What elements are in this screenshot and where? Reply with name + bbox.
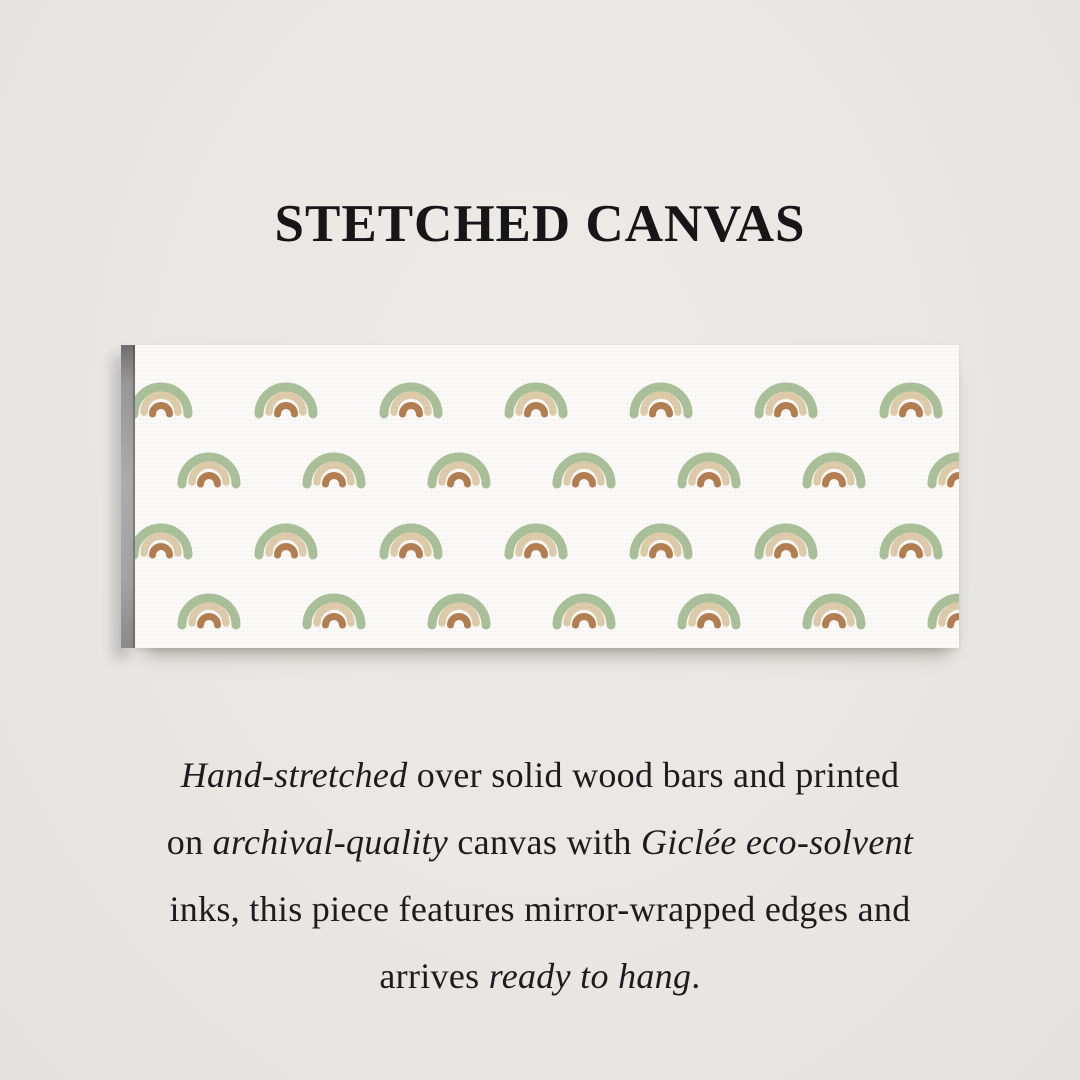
- rainbow-motif: [548, 436, 620, 492]
- canvas-front-face: [135, 345, 959, 648]
- rainbow-motif: [750, 507, 822, 563]
- rainbow-motif: [298, 577, 370, 633]
- description-line: [0, 943, 1080, 1010]
- description-segment-italic: Hand-stretched: [180, 755, 408, 795]
- rainbow-motif: [250, 366, 322, 422]
- description-segment-italic: Giclée eco-solvent: [640, 822, 914, 862]
- rainbow-motif: [798, 577, 870, 633]
- rainbow-motif: [750, 366, 822, 422]
- rainbow-motif: [500, 366, 572, 422]
- rainbow-motif: [173, 436, 245, 492]
- page-title: STETCHED CANVAS: [274, 195, 806, 253]
- description-segment-italic: ready to hang: [488, 956, 692, 996]
- rainbow-motif: [625, 507, 697, 563]
- rainbow-motif: [625, 366, 697, 422]
- rainbow-motif: [500, 507, 572, 563]
- description-segment: on: [166, 822, 213, 862]
- description-line: [0, 876, 1080, 943]
- rainbow-motif: [423, 577, 495, 633]
- rainbow-motif: [135, 366, 197, 422]
- rainbow-motif: [250, 507, 322, 563]
- rainbow-motif: [375, 507, 447, 563]
- description-segment: over solid wood bars and printed: [407, 755, 900, 795]
- description-line: [0, 809, 1080, 876]
- rainbow-motif: [875, 507, 947, 563]
- rainbow-motif: [548, 577, 620, 633]
- rainbow-motif: [923, 577, 959, 633]
- description-segment: .: [691, 956, 701, 996]
- rainbow-motif: [298, 436, 370, 492]
- rainbow-motif: [173, 577, 245, 633]
- rainbow-motif: [673, 577, 745, 633]
- description-line: [0, 742, 1080, 809]
- description-segment: arrives: [379, 956, 489, 996]
- canvas-side-edge: [121, 345, 135, 648]
- rainbow-motif: [423, 436, 495, 492]
- product-description: [0, 742, 1080, 1010]
- description-segment: canvas with: [448, 822, 641, 862]
- rainbow-motif: [923, 436, 959, 492]
- rainbow-motif: [375, 366, 447, 422]
- canvas-mockup: [121, 345, 959, 648]
- rainbow-motif: [135, 507, 197, 563]
- rainbow-motif: [673, 436, 745, 492]
- description-segment: inks, this piece features mirror-wrapped edges and: [169, 889, 911, 929]
- description-segment-italic: archival-quality: [212, 822, 449, 862]
- rainbow-motif: [798, 436, 870, 492]
- rainbow-motif: [875, 366, 947, 422]
